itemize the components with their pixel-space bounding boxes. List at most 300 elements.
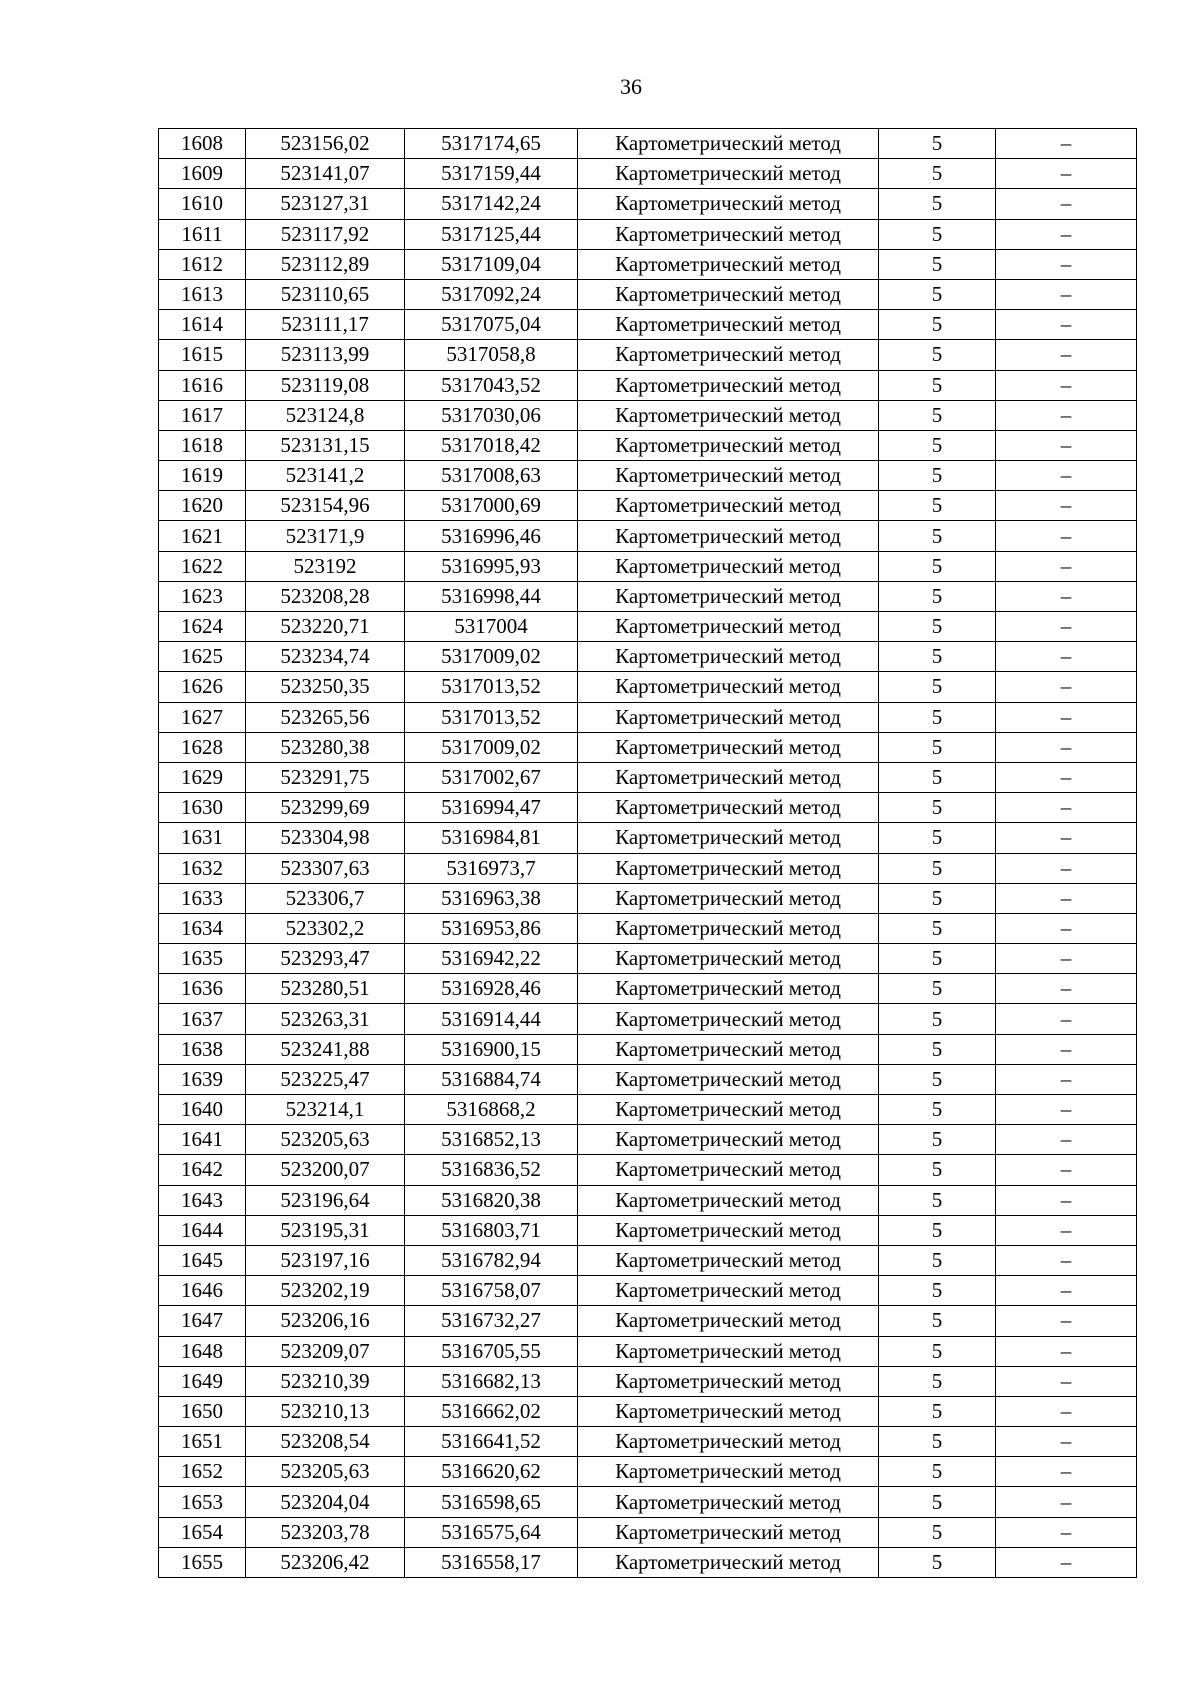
- table-row: [159, 1064, 1137, 1094]
- method-cell: Картометрический метод: [578, 1064, 879, 1094]
- point-number-cell: 1622: [159, 551, 246, 581]
- method-cell: Картометрический метод: [578, 1245, 879, 1275]
- y-coordinate-cell: 5316836,52: [405, 1155, 578, 1185]
- point-number-cell: 1652: [159, 1457, 246, 1487]
- note-cell: –: [996, 521, 1137, 551]
- method-cell: Картометрический метод: [578, 883, 879, 913]
- method-cell: Картометрический метод: [578, 913, 879, 943]
- point-number-cell: 1632: [159, 853, 246, 883]
- y-coordinate-cell: 5317075,04: [405, 310, 578, 340]
- method-cell: Картометрический метод: [578, 672, 879, 702]
- note-cell: –: [996, 370, 1137, 400]
- y-coordinate-cell: 5317058,8: [405, 340, 578, 370]
- y-coordinate-cell: 5316984,81: [405, 823, 578, 853]
- x-coordinate-cell: 523124,8: [246, 400, 405, 430]
- method-cell: Картометрический метод: [578, 1215, 879, 1245]
- note-cell: –: [996, 944, 1137, 974]
- method-cell: Картометрический метод: [578, 702, 879, 732]
- note-cell: –: [996, 823, 1137, 853]
- note-cell: –: [996, 1517, 1137, 1547]
- x-coordinate-cell: 523206,16: [246, 1306, 405, 1336]
- x-coordinate-cell: 523127,31: [246, 189, 405, 219]
- note-cell: –: [996, 1276, 1137, 1306]
- x-coordinate-cell: 523220,71: [246, 612, 405, 642]
- method-cell: Картометрический метод: [578, 249, 879, 279]
- y-coordinate-cell: 5316914,44: [405, 1004, 578, 1034]
- x-coordinate-cell: 523110,65: [246, 279, 405, 309]
- x-coordinate-cell: 523306,7: [246, 883, 405, 913]
- method-cell: Картометрический метод: [578, 551, 879, 581]
- note-cell: –: [996, 672, 1137, 702]
- note-cell: –: [996, 1487, 1137, 1517]
- x-coordinate-cell: 523208,54: [246, 1427, 405, 1457]
- y-coordinate-cell: 5317142,24: [405, 189, 578, 219]
- method-cell: Картометрический метод: [578, 1487, 879, 1517]
- note-cell: –: [996, 461, 1137, 491]
- y-coordinate-cell: 5316732,27: [405, 1306, 578, 1336]
- accuracy-cell: 5: [879, 672, 996, 702]
- method-cell: Картометрический метод: [578, 1427, 879, 1457]
- y-coordinate-cell: 5316662,02: [405, 1396, 578, 1426]
- note-cell: –: [996, 1185, 1137, 1215]
- y-coordinate-cell: 5316782,94: [405, 1245, 578, 1275]
- x-coordinate-cell: 523195,31: [246, 1215, 405, 1245]
- accuracy-cell: 5: [879, 732, 996, 762]
- method-cell: Картометрический метод: [578, 1276, 879, 1306]
- note-cell: –: [996, 642, 1137, 672]
- table-row: [159, 913, 1137, 943]
- point-number-cell: 1639: [159, 1064, 246, 1094]
- table-row: [159, 1336, 1137, 1366]
- point-number-cell: 1649: [159, 1366, 246, 1396]
- note-cell: –: [996, 1396, 1137, 1426]
- method-cell: Картометрический метод: [578, 1034, 879, 1064]
- accuracy-cell: 5: [879, 642, 996, 672]
- x-coordinate-cell: 523304,98: [246, 823, 405, 853]
- table-row: [159, 129, 1137, 159]
- accuracy-cell: 5: [879, 1336, 996, 1366]
- accuracy-cell: 5: [879, 823, 996, 853]
- accuracy-cell: 5: [879, 1185, 996, 1215]
- accuracy-cell: 5: [879, 944, 996, 974]
- x-coordinate-cell: 523293,47: [246, 944, 405, 974]
- accuracy-cell: 5: [879, 1547, 996, 1577]
- y-coordinate-cell: 5316995,93: [405, 551, 578, 581]
- note-cell: –: [996, 1427, 1137, 1457]
- note-cell: –: [996, 491, 1137, 521]
- accuracy-cell: 5: [879, 612, 996, 642]
- point-number-cell: 1610: [159, 189, 246, 219]
- y-coordinate-cell: 5316963,38: [405, 883, 578, 913]
- method-cell: Картометрический метод: [578, 340, 879, 370]
- point-number-cell: 1642: [159, 1155, 246, 1185]
- table-row: [159, 1245, 1137, 1275]
- table-row: [159, 1396, 1137, 1426]
- accuracy-cell: 5: [879, 762, 996, 792]
- table-row: [159, 853, 1137, 883]
- point-number-cell: 1629: [159, 762, 246, 792]
- accuracy-cell: 5: [879, 853, 996, 883]
- x-coordinate-cell: 523196,64: [246, 1185, 405, 1215]
- y-coordinate-cell: 5316884,74: [405, 1064, 578, 1094]
- point-number-cell: 1640: [159, 1095, 246, 1125]
- point-number-cell: 1635: [159, 944, 246, 974]
- table-row: [159, 219, 1137, 249]
- x-coordinate-cell: 523203,78: [246, 1517, 405, 1547]
- point-number-cell: 1644: [159, 1215, 246, 1245]
- accuracy-cell: 5: [879, 340, 996, 370]
- point-number-cell: 1645: [159, 1245, 246, 1275]
- point-number-cell: 1654: [159, 1517, 246, 1547]
- table-row: [159, 581, 1137, 611]
- method-cell: Картометрический метод: [578, 1004, 879, 1034]
- y-coordinate-cell: 5316758,07: [405, 1276, 578, 1306]
- point-number-cell: 1619: [159, 461, 246, 491]
- y-coordinate-cell: 5316682,13: [405, 1366, 578, 1396]
- method-cell: Картометрический метод: [578, 974, 879, 1004]
- accuracy-cell: 5: [879, 1366, 996, 1396]
- y-coordinate-cell: 5316973,7: [405, 853, 578, 883]
- y-coordinate-cell: 5317043,52: [405, 370, 578, 400]
- note-cell: –: [996, 612, 1137, 642]
- point-number-cell: 1624: [159, 612, 246, 642]
- accuracy-cell: 5: [879, 370, 996, 400]
- x-coordinate-cell: 523205,63: [246, 1125, 405, 1155]
- table-row: [159, 883, 1137, 913]
- accuracy-cell: 5: [879, 1064, 996, 1094]
- note-cell: –: [996, 551, 1137, 581]
- note-cell: –: [996, 1004, 1137, 1034]
- method-cell: Картометрический метод: [578, 1095, 879, 1125]
- note-cell: –: [996, 1336, 1137, 1366]
- note-cell: –: [996, 793, 1137, 823]
- note-cell: –: [996, 581, 1137, 611]
- method-cell: Картометрический метод: [578, 1517, 879, 1547]
- accuracy-cell: 5: [879, 279, 996, 309]
- method-cell: Картометрический метод: [578, 1336, 879, 1366]
- table-row: [159, 551, 1137, 581]
- x-coordinate-cell: 523205,63: [246, 1457, 405, 1487]
- note-cell: –: [996, 732, 1137, 762]
- x-coordinate-cell: 523117,92: [246, 219, 405, 249]
- table-row: [159, 1457, 1137, 1487]
- note-cell: –: [996, 1366, 1137, 1396]
- note-cell: –: [996, 1547, 1137, 1577]
- accuracy-cell: 5: [879, 551, 996, 581]
- accuracy-cell: 5: [879, 1517, 996, 1547]
- accuracy-cell: 5: [879, 702, 996, 732]
- x-coordinate-cell: 523291,75: [246, 762, 405, 792]
- y-coordinate-cell: 5317008,63: [405, 461, 578, 491]
- point-number-cell: 1615: [159, 340, 246, 370]
- method-cell: Картометрический метод: [578, 491, 879, 521]
- y-coordinate-cell: 5317030,06: [405, 400, 578, 430]
- accuracy-cell: 5: [879, 219, 996, 249]
- table-row: [159, 521, 1137, 551]
- point-number-cell: 1628: [159, 732, 246, 762]
- y-coordinate-cell: 5317174,65: [405, 129, 578, 159]
- table-row: [159, 642, 1137, 672]
- y-coordinate-cell: 5316900,15: [405, 1034, 578, 1064]
- point-number-cell: 1634: [159, 913, 246, 943]
- point-number-cell: 1641: [159, 1125, 246, 1155]
- method-cell: Картометрический метод: [578, 612, 879, 642]
- accuracy-cell: 5: [879, 974, 996, 1004]
- note-cell: –: [996, 702, 1137, 732]
- accuracy-cell: 5: [879, 1155, 996, 1185]
- y-coordinate-cell: 5317092,24: [405, 279, 578, 309]
- accuracy-cell: 5: [879, 1457, 996, 1487]
- point-number-cell: 1614: [159, 310, 246, 340]
- table-row: [159, 1487, 1137, 1517]
- x-coordinate-cell: 523119,08: [246, 370, 405, 400]
- y-coordinate-cell: 5316868,2: [405, 1095, 578, 1125]
- y-coordinate-cell: 5317009,02: [405, 642, 578, 672]
- point-number-cell: 1650: [159, 1396, 246, 1426]
- method-cell: Картометрический метод: [578, 1185, 879, 1215]
- method-cell: Картометрический метод: [578, 189, 879, 219]
- note-cell: –: [996, 1034, 1137, 1064]
- table-row: [159, 340, 1137, 370]
- x-coordinate-cell: 523210,13: [246, 1396, 405, 1426]
- y-coordinate-cell: 5317000,69: [405, 491, 578, 521]
- accuracy-cell: 5: [879, 1004, 996, 1034]
- table-row: [159, 189, 1137, 219]
- page-number: 36: [620, 74, 642, 99]
- x-coordinate-cell: 523214,1: [246, 1095, 405, 1125]
- method-cell: Картометрический метод: [578, 219, 879, 249]
- coordinates-table: [158, 128, 1137, 1578]
- x-coordinate-cell: 523299,69: [246, 793, 405, 823]
- table-row: [159, 1366, 1137, 1396]
- method-cell: Картометрический метод: [578, 430, 879, 460]
- accuracy-cell: 5: [879, 1306, 996, 1336]
- accuracy-cell: 5: [879, 1276, 996, 1306]
- x-coordinate-cell: 523280,38: [246, 732, 405, 762]
- y-coordinate-cell: 5317002,67: [405, 762, 578, 792]
- note-cell: –: [996, 159, 1137, 189]
- point-number-cell: 1631: [159, 823, 246, 853]
- y-coordinate-cell: 5316620,62: [405, 1457, 578, 1487]
- method-cell: Картометрический метод: [578, 159, 879, 189]
- x-coordinate-cell: 523210,39: [246, 1366, 405, 1396]
- table-row: [159, 491, 1137, 521]
- table-row: [159, 1125, 1137, 1155]
- point-number-cell: 1655: [159, 1547, 246, 1577]
- x-coordinate-cell: 523280,51: [246, 974, 405, 1004]
- note-cell: –: [996, 1306, 1137, 1336]
- x-coordinate-cell: 523209,07: [246, 1336, 405, 1366]
- table-row: [159, 1427, 1137, 1457]
- table-row: [159, 762, 1137, 792]
- y-coordinate-cell: 5316953,86: [405, 913, 578, 943]
- y-coordinate-cell: 5316705,55: [405, 1336, 578, 1366]
- accuracy-cell: 5: [879, 310, 996, 340]
- point-number-cell: 1612: [159, 249, 246, 279]
- x-coordinate-cell: 523131,15: [246, 430, 405, 460]
- table-row: [159, 461, 1137, 491]
- point-number-cell: 1609: [159, 159, 246, 189]
- y-coordinate-cell: 5316558,17: [405, 1547, 578, 1577]
- x-coordinate-cell: 523192: [246, 551, 405, 581]
- note-cell: –: [996, 400, 1137, 430]
- coordinates-table-body: [159, 129, 1137, 1578]
- x-coordinate-cell: 523265,56: [246, 702, 405, 732]
- point-number-cell: 1637: [159, 1004, 246, 1034]
- x-coordinate-cell: 523112,89: [246, 249, 405, 279]
- point-number-cell: 1638: [159, 1034, 246, 1064]
- table-row: [159, 823, 1137, 853]
- table-row: [159, 1004, 1137, 1034]
- point-number-cell: 1611: [159, 219, 246, 249]
- method-cell: Картометрический метод: [578, 1547, 879, 1577]
- note-cell: –: [996, 219, 1137, 249]
- accuracy-cell: 5: [879, 581, 996, 611]
- point-number-cell: 1608: [159, 129, 246, 159]
- y-coordinate-cell: 5316996,46: [405, 521, 578, 551]
- x-coordinate-cell: 523263,31: [246, 1004, 405, 1034]
- point-number-cell: 1647: [159, 1306, 246, 1336]
- x-coordinate-cell: 523156,02: [246, 129, 405, 159]
- x-coordinate-cell: 523208,28: [246, 581, 405, 611]
- y-coordinate-cell: 5317018,42: [405, 430, 578, 460]
- x-coordinate-cell: 523141,07: [246, 159, 405, 189]
- point-number-cell: 1617: [159, 400, 246, 430]
- x-coordinate-cell: 523302,2: [246, 913, 405, 943]
- note-cell: –: [996, 1125, 1137, 1155]
- note-cell: –: [996, 129, 1137, 159]
- point-number-cell: 1623: [159, 581, 246, 611]
- note-cell: –: [996, 1457, 1137, 1487]
- y-coordinate-cell: 5316852,13: [405, 1125, 578, 1155]
- accuracy-cell: 5: [879, 793, 996, 823]
- table-row: [159, 370, 1137, 400]
- x-coordinate-cell: 523200,07: [246, 1155, 405, 1185]
- y-coordinate-cell: 5316994,47: [405, 793, 578, 823]
- y-coordinate-cell: 5316803,71: [405, 1215, 578, 1245]
- point-number-cell: 1621: [159, 521, 246, 551]
- y-coordinate-cell: 5316820,38: [405, 1185, 578, 1215]
- method-cell: Картометрический метод: [578, 279, 879, 309]
- accuracy-cell: 5: [879, 400, 996, 430]
- accuracy-cell: 5: [879, 249, 996, 279]
- method-cell: Картометрический метод: [578, 642, 879, 672]
- point-number-cell: 1630: [159, 793, 246, 823]
- y-coordinate-cell: 5317125,44: [405, 219, 578, 249]
- point-number-cell: 1613: [159, 279, 246, 309]
- table-row: [159, 1034, 1137, 1064]
- accuracy-cell: 5: [879, 129, 996, 159]
- note-cell: –: [996, 430, 1137, 460]
- point-number-cell: 1626: [159, 672, 246, 702]
- y-coordinate-cell: 5316641,52: [405, 1427, 578, 1457]
- note-cell: –: [996, 310, 1137, 340]
- method-cell: Картометрический метод: [578, 370, 879, 400]
- point-number-cell: 1618: [159, 430, 246, 460]
- accuracy-cell: 5: [879, 430, 996, 460]
- method-cell: Картометрический метод: [578, 1306, 879, 1336]
- accuracy-cell: 5: [879, 461, 996, 491]
- y-coordinate-cell: 5317013,52: [405, 702, 578, 732]
- note-cell: –: [996, 279, 1137, 309]
- table-row: [159, 732, 1137, 762]
- method-cell: Картометрический метод: [578, 762, 879, 792]
- x-coordinate-cell: 523206,42: [246, 1547, 405, 1577]
- table-row: [159, 612, 1137, 642]
- method-cell: Картометрический метод: [578, 732, 879, 762]
- table-row: [159, 249, 1137, 279]
- y-coordinate-cell: 5316928,46: [405, 974, 578, 1004]
- accuracy-cell: 5: [879, 1427, 996, 1457]
- table-row: [159, 1185, 1137, 1215]
- accuracy-cell: 5: [879, 1034, 996, 1064]
- accuracy-cell: 5: [879, 1125, 996, 1155]
- x-coordinate-cell: 523234,74: [246, 642, 405, 672]
- accuracy-cell: 5: [879, 1396, 996, 1426]
- note-cell: –: [996, 1064, 1137, 1094]
- point-number-cell: 1646: [159, 1276, 246, 1306]
- table-row: [159, 793, 1137, 823]
- point-number-cell: 1651: [159, 1427, 246, 1457]
- method-cell: Картометрический метод: [578, 1457, 879, 1487]
- accuracy-cell: 5: [879, 1215, 996, 1245]
- y-coordinate-cell: 5317109,04: [405, 249, 578, 279]
- accuracy-cell: 5: [879, 1487, 996, 1517]
- table-row: [159, 974, 1137, 1004]
- x-coordinate-cell: 523204,04: [246, 1487, 405, 1517]
- accuracy-cell: 5: [879, 521, 996, 551]
- method-cell: Картометрический метод: [578, 793, 879, 823]
- note-cell: –: [996, 974, 1137, 1004]
- point-number-cell: 1633: [159, 883, 246, 913]
- note-cell: –: [996, 340, 1137, 370]
- table-row: [159, 310, 1137, 340]
- method-cell: Картометрический метод: [578, 400, 879, 430]
- x-coordinate-cell: 523197,16: [246, 1245, 405, 1275]
- table-row: [159, 279, 1137, 309]
- table-row: [159, 430, 1137, 460]
- method-cell: Картометрический метод: [578, 1125, 879, 1155]
- note-cell: –: [996, 762, 1137, 792]
- point-number-cell: 1620: [159, 491, 246, 521]
- accuracy-cell: 5: [879, 1245, 996, 1275]
- point-number-cell: 1625: [159, 642, 246, 672]
- method-cell: Картометрический метод: [578, 581, 879, 611]
- table-row: [159, 1306, 1137, 1336]
- note-cell: –: [996, 189, 1137, 219]
- table-row: [159, 672, 1137, 702]
- x-coordinate-cell: 523111,17: [246, 310, 405, 340]
- accuracy-cell: 5: [879, 883, 996, 913]
- accuracy-cell: 5: [879, 1095, 996, 1125]
- accuracy-cell: 5: [879, 159, 996, 189]
- y-coordinate-cell: 5316598,65: [405, 1487, 578, 1517]
- x-coordinate-cell: 523241,88: [246, 1034, 405, 1064]
- point-number-cell: 1627: [159, 702, 246, 732]
- x-coordinate-cell: 523202,19: [246, 1276, 405, 1306]
- y-coordinate-cell: 5316575,64: [405, 1517, 578, 1547]
- table-row: [159, 1095, 1137, 1125]
- note-cell: –: [996, 853, 1137, 883]
- y-coordinate-cell: 5316998,44: [405, 581, 578, 611]
- x-coordinate-cell: 523154,96: [246, 491, 405, 521]
- point-number-cell: 1616: [159, 370, 246, 400]
- y-coordinate-cell: 5317013,52: [405, 672, 578, 702]
- method-cell: Картометрический метод: [578, 521, 879, 551]
- note-cell: –: [996, 883, 1137, 913]
- accuracy-cell: 5: [879, 913, 996, 943]
- table-row: [159, 1517, 1137, 1547]
